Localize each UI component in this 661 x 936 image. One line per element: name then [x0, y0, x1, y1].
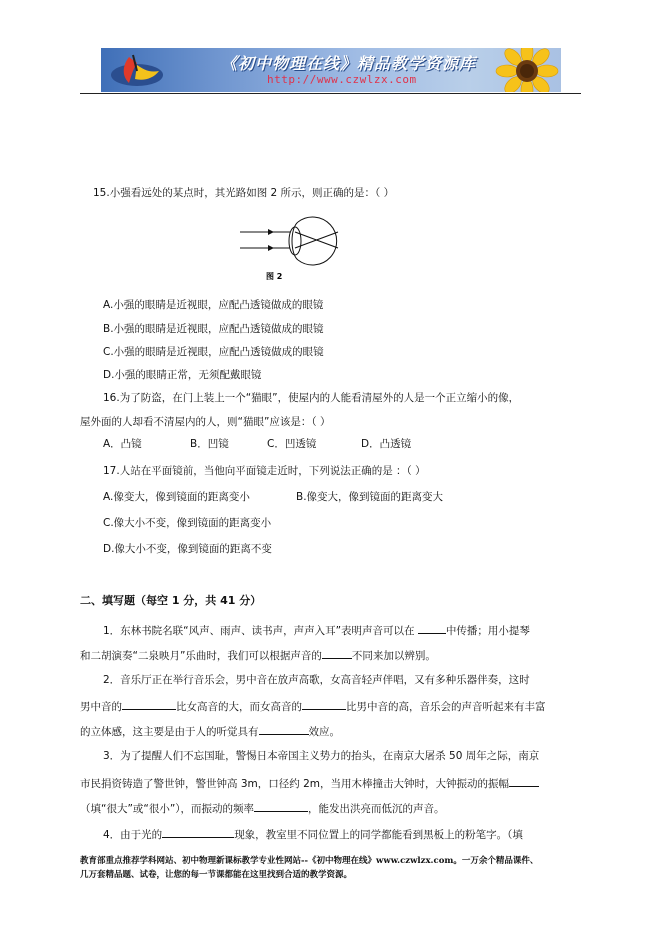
- q16-stem-1: 16.为了防盗，在门上装上一个“猫眼”，使屋内的人能看清屋外的人是一个正立缩小的像，: [103, 392, 520, 404]
- q15-option-b: B.小强的眼睛是近视眼，应配凸透镜做成的眼镜: [103, 323, 324, 335]
- q16-stem-2: 屋外面的人却看不清屋内的人，则“猫眼”应该是：（ ）: [80, 416, 331, 428]
- blank[interactable]: [122, 698, 176, 710]
- q17-option-b: B.像变大，像到镜面的距离变大: [296, 491, 444, 503]
- q16-option-c: C．凹透镜: [267, 438, 317, 450]
- figure-label: 图 2: [266, 272, 283, 281]
- eye-diagram: [238, 214, 348, 282]
- blank[interactable]: [259, 723, 309, 735]
- blank[interactable]: [254, 800, 308, 812]
- fill-q4-line1: 4．由于光的 现象，教室里不同位置上的同学都能看到黑板上的粉笔字。（填: [103, 826, 523, 842]
- blank[interactable]: [418, 622, 446, 634]
- q16-option-b: B．凹镜: [190, 438, 229, 450]
- q17-option-d: D.像大小不变，像到镜面的距离不变: [103, 543, 272, 555]
- fill-q2-line2: 男中音的 比女高音的大，而女高音的 比男中音的高，音乐会的声音听起来有丰富: [80, 698, 546, 714]
- footer-line-1: 教育部重点推荐学科网站、初中物理新课标教学专业性网站--《初中物理在线》www.czwlzx.com。一万余个精品课件、: [80, 856, 539, 866]
- site-title: 《初中物理在线》精品教学资源库: [221, 54, 477, 73]
- blank[interactable]: [302, 698, 346, 710]
- fill-q3-line2: 市民捐资铸造了警世钟，警世钟高 3m，口径约 2m，当用木棒撞击大钟时，大钟振动的振幅: [80, 775, 539, 791]
- header-divider: [80, 93, 581, 94]
- section2-heading: 二、填写题（每空 1 分，共 41 分）: [80, 594, 262, 607]
- q17-stem: 17.人站在平面镜前，当他向平面镜走近时，下列说法正确的是 ：（ ）: [103, 465, 426, 477]
- fill-q3-line3: （填“很大”或“很小”），而振动的频率 ，能发出洪亮而低沉的声音。: [80, 800, 445, 816]
- site-url[interactable]: http://www.czwlzx.com: [267, 73, 417, 86]
- fill-q1-line2: 和二胡演奏“二泉映月”乐曲时，我们可以根据声音的 不同来加以辨别。: [80, 647, 436, 663]
- q15-option-c: C.小强的眼睛是近视眼，应配凸透镜做成的眼镜: [103, 346, 324, 358]
- fill-q1-line1: 1．东林书院名联“风声、雨声、读书声，声声入耳”表明声音可以在 中传播；用小提琴: [103, 622, 530, 638]
- blank[interactable]: [509, 775, 539, 787]
- fill-q2-line1: 2．音乐厅正在举行音乐会，男中音在放声高歌，女高音轻声伴唱，又有多种乐器伴奏，这时: [103, 674, 530, 686]
- q17-option-c: C.像大小不变，像到镜面的距离变小: [103, 517, 272, 529]
- q15-option-a: A.小强的眼睛是近视眼，应配凸透镜做成的眼镜: [103, 299, 324, 311]
- page-footer: [80, 854, 538, 882]
- blank[interactable]: [322, 647, 352, 659]
- fill-q2-line3: 的立体感，这主要是由于人的听觉具有 效应。: [80, 723, 340, 739]
- header-banner: [101, 48, 561, 92]
- footer-line-2: 几万套精品题、试卷，让您的每一节课都能在这里找到合适的教学资源。: [80, 870, 353, 880]
- q15-stem: 15.小强看远处的某点时，其光路如图 2 所示，则正确的是：（ ）: [93, 187, 395, 199]
- blank[interactable]: [162, 826, 234, 838]
- sunflower-icon: [489, 48, 559, 92]
- q17-option-a: A.像变大，像到镜面的距离变小: [103, 491, 250, 503]
- q16-option-a: A．凸镜: [103, 438, 142, 450]
- q16-option-d: D．凸透镜: [361, 438, 412, 450]
- q15-option-d: D.小强的眼睛正常，无须配戴眼镜: [103, 369, 262, 381]
- logo-icon: [107, 51, 177, 89]
- fill-q3-line1: 3．为了提醒人们不忘国耻，警惕日本帝国主义势力的抬头，在南京大屠杀 50 周年之际，南京: [103, 750, 540, 762]
